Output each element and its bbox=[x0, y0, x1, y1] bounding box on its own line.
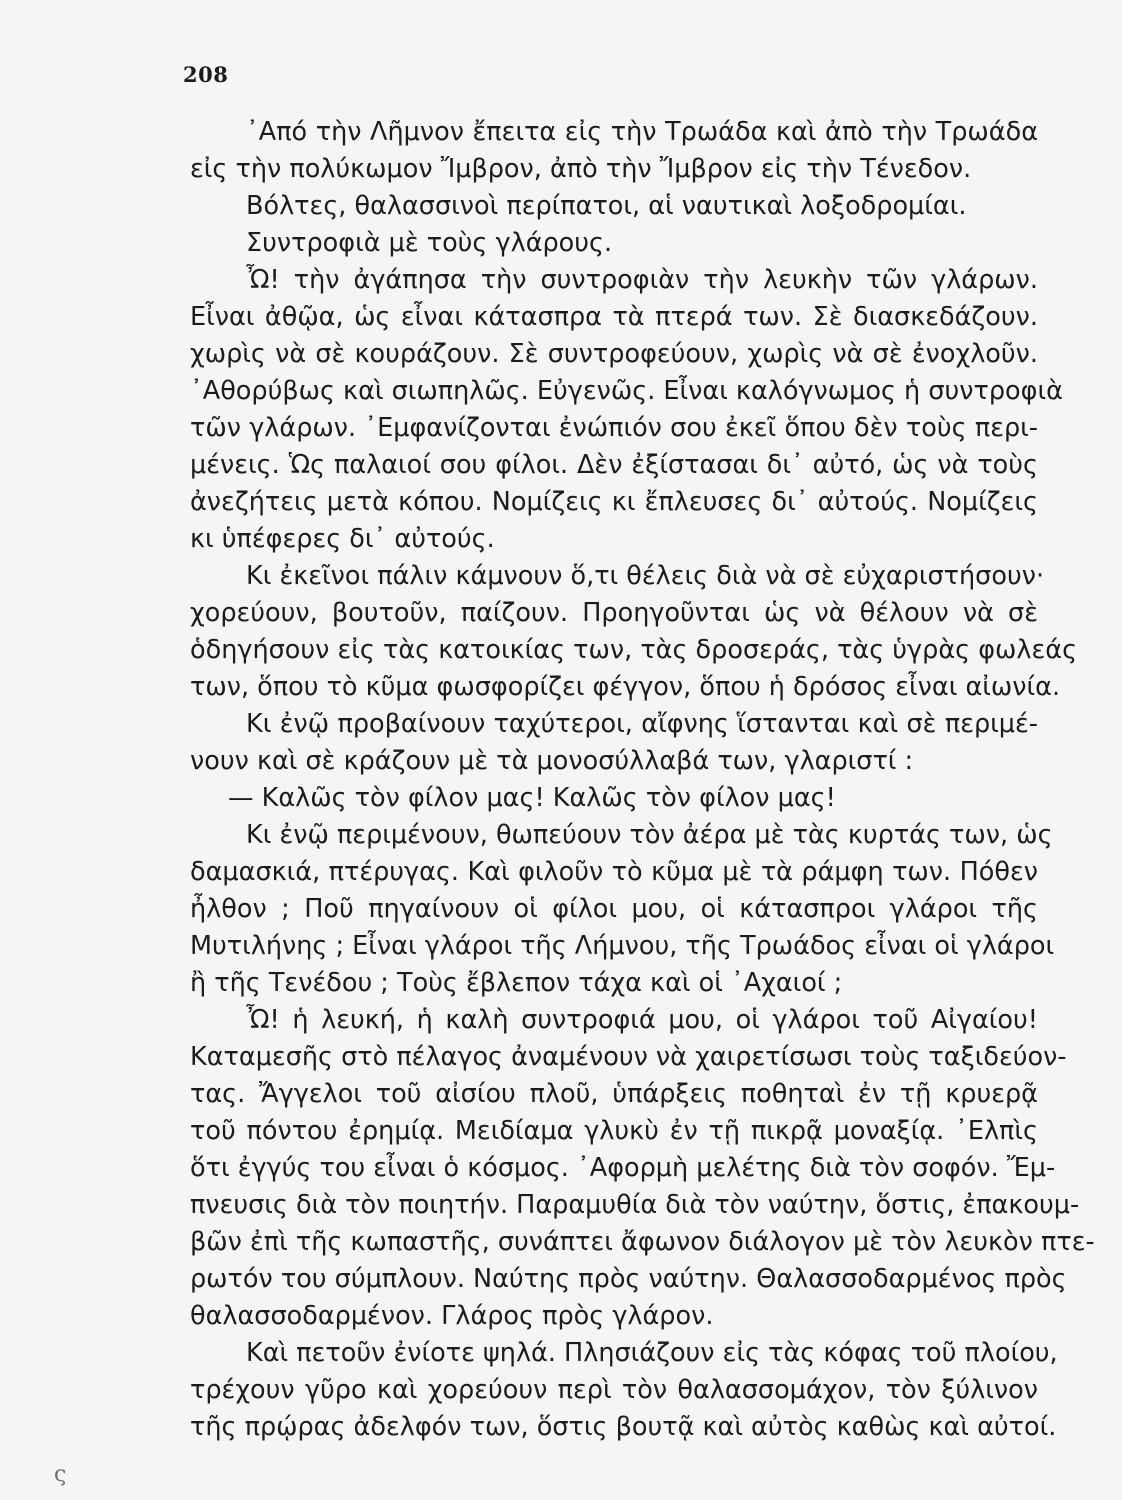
text-line: πνευσις διὰ τὸν ποιητήν. Παραμυθία διὰ τὸν ναύτην, ὅστις, ἐπακουμ- bbox=[190, 1190, 1080, 1220]
text-line: Συντροφιὰ μὲ τοὺς γλάρους. bbox=[246, 228, 613, 258]
text-line: τοῦ πόντου ἐρημίᾳ. Μειδίαμα γλυκὺ ἐν τῇ πικρᾷ μοναξίᾳ. ᾿Ελπὶς bbox=[190, 1116, 1038, 1146]
text-line: ᾿Αθορύβως καὶ σιωπηλῶς. Εὐγενῶς. Εἶναι καλόγνωμος ἡ συντροφιὰ bbox=[190, 376, 1063, 406]
text-line: τῶν γλάρων. ᾿Εμφανίζονται ἐνώπιόν σου ἐκεῖ ὅπου δὲν τοὺς περι- bbox=[190, 413, 1038, 443]
text-line: χωρὶς νὰ σὲ κουράζουν. Σὲ συντροφεύουν, χωρὶς νὰ σὲ ἐνοχλοῦν. bbox=[190, 339, 1038, 369]
text-line: χορεύουν, βουτοῦν, παίζουν. Προηγοῦνται ὡς νὰ θέλουν νὰ σὲ bbox=[190, 598, 1038, 628]
text-line: μένεις. Ὡς παλαιοί σου φίλοι. Δὲν ἐξίστασαι δι᾿ αὐτό, ὡς νὰ τοὺς bbox=[190, 450, 1038, 480]
text-line: των, ὅπου τὸ κῦμα φωσφορίζει φέγγον, ὅπου ἡ δρόσος εἶναι αἰωνία. bbox=[190, 672, 1061, 702]
text-line: Μυτιλήνης ; Εἶναι γλάροι τῆς Λήμνου, τῆς Τρωάδος εἶναι οἱ γλάροι bbox=[190, 931, 1055, 961]
text-line: Ὦ! τὴν ἀγάπησα τὴν συντροφιὰν τὴν λευκὴν τῶν γλάρων. bbox=[246, 265, 1038, 295]
text-line: ἦλθον ; Ποῦ πηγαίνουν οἱ φίλοι μου, οἱ κάτασπροι γλάροι τῆς bbox=[190, 894, 1038, 924]
text-line: τας. Ἄγγελοι τοῦ αἰσίου πλοῦ, ὑπάρξεις ποθηταὶ ἐν τῇ κρυερᾷ bbox=[190, 1079, 1038, 1109]
text-line: τῆς πρῴρας ἀδελφόν των, ὅστις βουτᾷ καὶ αὐτὸς καθὼς καὶ αὐτοί. bbox=[190, 1412, 1057, 1442]
page-number: 208 bbox=[183, 62, 229, 87]
text-line: ὁδηγήσουν εἰς τὰς κατοικίας των, τὰς δροσεράς, τὰς ὑγρὰς φωλεάς bbox=[190, 635, 1078, 665]
text-line: τρέχουν γῦρο καὶ χορεύουν περὶ τὸν θαλασσομάχον, τὸν ξύλινον bbox=[190, 1375, 1038, 1405]
text-line: — Καλῶς τὸν φίλον μας! Καλῶς τὸν φίλον μας! bbox=[228, 783, 836, 813]
text-line: θαλασσοδαρμένον. Γλάρος πρὸς γλάρον. bbox=[190, 1301, 714, 1331]
text-line: Κι ἐνῷ προβαίνουν ταχύτεροι, αἴφνης ἵστανται καὶ σὲ περιμέ- bbox=[246, 709, 1038, 739]
text-line: ὅτι ἐγγύς του εἶναι ὁ κόσμος. ᾿Αφορμὴ μελέτης διὰ τὸν σοφόν. Ἔμ- bbox=[190, 1153, 1056, 1183]
text-line: Κι ἐκεῖνοι πάλιν κάμνουν ὅ,τι θέλεις διὰ νὰ σὲ εὐχαριστήσουν· bbox=[246, 561, 1045, 591]
text-line: δαμασκιά, πτέρυγας. Καὶ φιλοῦν τὸ κῦμα μὲ τὰ ράμφη των. Πόθεν bbox=[190, 857, 1038, 887]
text-line: Καὶ πετοῦν ἐνίοτε ψηλά. Πλησιάζουν εἰς τὰς κόφας τοῦ πλοίου, bbox=[246, 1338, 1058, 1368]
text-line: ἀνεζήτεις μετὰ κόπου. Νομίζεις κι ἔπλευσες δι᾿ αὐτούς. Νομίζεις bbox=[190, 487, 1038, 517]
text-line: Κι ἐνῷ περιμένουν, θωπεύουν τὸν ἀέρα μὲ τὰς κυρτάς των, ὡς bbox=[246, 820, 1053, 850]
text-line: ᾿Από τὴν Λῆμνον ἔπειτα εἰς τὴν Τρωάδα καὶ ἀπὸ τὴν Τρωάδα bbox=[246, 117, 1038, 147]
body-text bbox=[190, 114, 1095, 1446]
text-line: βῶν ἐπὶ τῆς κωπαστῆς, συνάπτει ἄφωνον διάλογον μὲ τὸν λευκὸν πτε- bbox=[190, 1227, 1095, 1257]
text-line: Βόλτες, θαλασσινοὶ περίπατοι, αἱ ναυτικαὶ λοξοδρομίαι. bbox=[246, 191, 967, 221]
text-line: Ὦ! ἡ λευκή, ἡ καλὴ συντροφιά μου, οἱ γλάροι τοῦ Αἰγαίου! bbox=[246, 1005, 1038, 1035]
text-line: νουν καὶ σὲ κράζουν μὲ τὰ μονοσύλλαβά των, γλαριστί : bbox=[190, 746, 914, 776]
margin-mark: ς bbox=[54, 1462, 67, 1487]
text-line: ἢ τῆς Τενέδου ; Τοὺς ἔβλεπον τάχα καὶ οἱ ᾿Αχαιοί ; bbox=[190, 968, 843, 998]
text-line: Εἶναι ἀθῷα, ὡς εἶναι κάτασπρα τὰ πτερά των. Σὲ διασκεδάζουν. bbox=[190, 302, 1038, 332]
text-line: Καταμεσῆς στὸ πέλαγος ἀναμένουν νὰ χαιρετίσωσι τοὺς ταξιδεύον- bbox=[190, 1042, 1067, 1072]
text-line: ρωτόν του σύμπλουν. Ναύτης πρὸς ναύτην. Θαλασσοδαρμένος πρὸς bbox=[190, 1264, 1067, 1294]
text-line: εἰς τὴν πολύκωμον Ἴμβρον, ἀπὸ τὴν Ἴμβρον εἰς τὴν Τένεδον. bbox=[190, 154, 972, 184]
text-line: κι ὑπέφερες δι᾿ αὐτούς. bbox=[190, 524, 495, 554]
